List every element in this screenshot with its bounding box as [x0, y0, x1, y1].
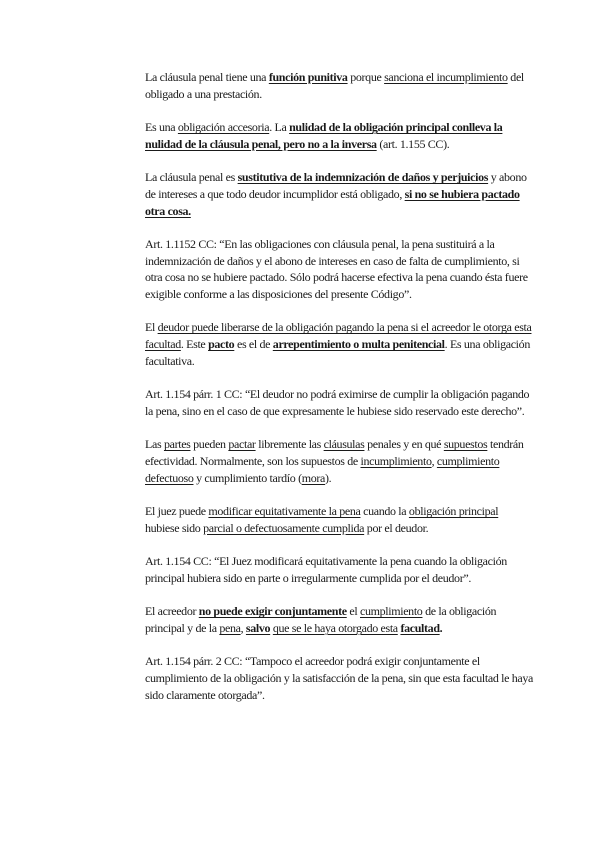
text-run: . [439, 621, 443, 636]
text-run: Las [145, 437, 164, 452]
text-run: obligación accesoria [177, 120, 270, 135]
text-run: supuestos [443, 437, 488, 452]
text-run: parcial o defectuosamente cumplida [203, 520, 365, 535]
text-run: si no se hubiera pactado otra cosa. [145, 186, 520, 218]
text-run: . La [269, 120, 290, 135]
text-run: y abono de intereses a que todo deudor incumplidor está obligado, [145, 170, 527, 201]
text-run: Art. 1.154 CC: “El Juez modificará equitativamente la pena cuando la obligación principal hubiera sido en parte o irregularmente cumplida por el deudor”. [145, 554, 507, 585]
text-run: y cumplimiento tardío ( [193, 470, 302, 485]
text-run: Art. 1.1152 CC: “En las obligaciones con cláusula penal, la pena sustituirá a la indemnización de daños y el abono de intereses en caso de falta de cumplimiento, si otra cosa no se hubiere pactado. Sólo podrá hacerse efectiva la pena cuando ésta fuere exigible conforme a las disposiciones del presente Código”. [145, 236, 528, 302]
text-run: El acreedor [145, 604, 199, 619]
text-run: función punitiva [268, 70, 348, 84]
text-run: libremente las [255, 437, 324, 452]
text-run: arrepentimiento o multa penitencial [272, 337, 445, 352]
text-run: pacto [208, 337, 235, 352]
text-run: partes [163, 437, 191, 452]
text-run: hubiese sido [145, 520, 204, 535]
text-run: cuando la [360, 504, 409, 519]
text-run: cumplimiento defectuoso [145, 454, 500, 485]
document-body [145, 69, 535, 720]
paragraph-1 [145, 69, 535, 102]
paragraph-6 [145, 386, 535, 419]
text-run: (art. 1.155 CC). [376, 136, 450, 151]
text-run: de la obligación principal y de la [145, 604, 497, 636]
text-run: cumplimiento [360, 604, 423, 619]
paragraph-7 [145, 436, 535, 486]
text-run: pactar [228, 437, 256, 452]
text-run: pena [219, 621, 241, 636]
text-run: . Es una obligación facultativa. [145, 337, 530, 368]
text-run: , [431, 454, 437, 469]
text-run: salvo [245, 621, 271, 636]
text-run: tendrán efectividad. Normalmente, son los supuestos de [145, 437, 524, 469]
text-run: Art. 1.154 párr. 2 CC: “Tampoco el acreedor podrá exigir conjuntamente el cumplimiento de la obligación y la satisfacción de la pena, sin que esta facultad le haya sido claramente otorgada”. [145, 654, 534, 702]
text-run: Art. 1.154 párr. 1 CC: “El deudor no podrá eximirse de cumplir la obligación pagando la pena, sino en el caso de que expresamente le hubiese sido reservado este derecho”. [145, 387, 530, 418]
text-run: pueden [190, 437, 229, 452]
text-run: nulidad de la obligación principal conlleva la nulidad de la cláusula penal, pero no a la inversa [145, 120, 503, 151]
text-run: por el deudor. [364, 520, 429, 535]
text-run: porque [347, 70, 385, 84]
text-run: del obligado a una prestación. [145, 70, 524, 101]
paragraph-10 [145, 603, 535, 636]
paragraph-9 [145, 553, 535, 586]
text-run: La cláusula penal es [145, 170, 238, 185]
text-run: Es una [145, 120, 178, 135]
text-run: La cláusula penal tiene una [145, 70, 269, 84]
text-run: es el de [234, 337, 273, 352]
paragraph-8 [145, 503, 535, 536]
text-run: El [145, 320, 158, 335]
paragraph-11 [145, 653, 535, 703]
text-run: ). [325, 470, 332, 485]
text-run: que se le haya otorgado esta [272, 621, 398, 636]
text-run: el [346, 604, 360, 619]
text-run: penales y en qué [364, 437, 444, 452]
text-run: sustitutiva de la indemnización de daños y perjuicios [237, 170, 489, 185]
text-run: , [240, 621, 246, 636]
text-run: modificar equitativamente la pena [208, 504, 361, 519]
text-run: no puede exigir conjuntamente [198, 604, 347, 619]
text-run: obligación principal [408, 504, 499, 519]
paragraph-4 [145, 236, 535, 303]
paragraph-5 [145, 319, 535, 369]
text-run: . Este [180, 337, 209, 352]
text-run: cláusulas [323, 437, 365, 452]
text-run: mora [301, 470, 325, 485]
text-run: deudor puede liberarse de la obligación pagando la pena si el acreedor le otorga esta facultad [145, 320, 532, 352]
text-run: El juez puede [145, 504, 209, 519]
text-run: incumplimiento [360, 454, 432, 469]
paragraph-3 [145, 169, 535, 219]
text-run: sanciona el incumplimiento [384, 70, 508, 84]
paragraph-2 [145, 119, 535, 152]
text-run: facultad [400, 621, 440, 636]
